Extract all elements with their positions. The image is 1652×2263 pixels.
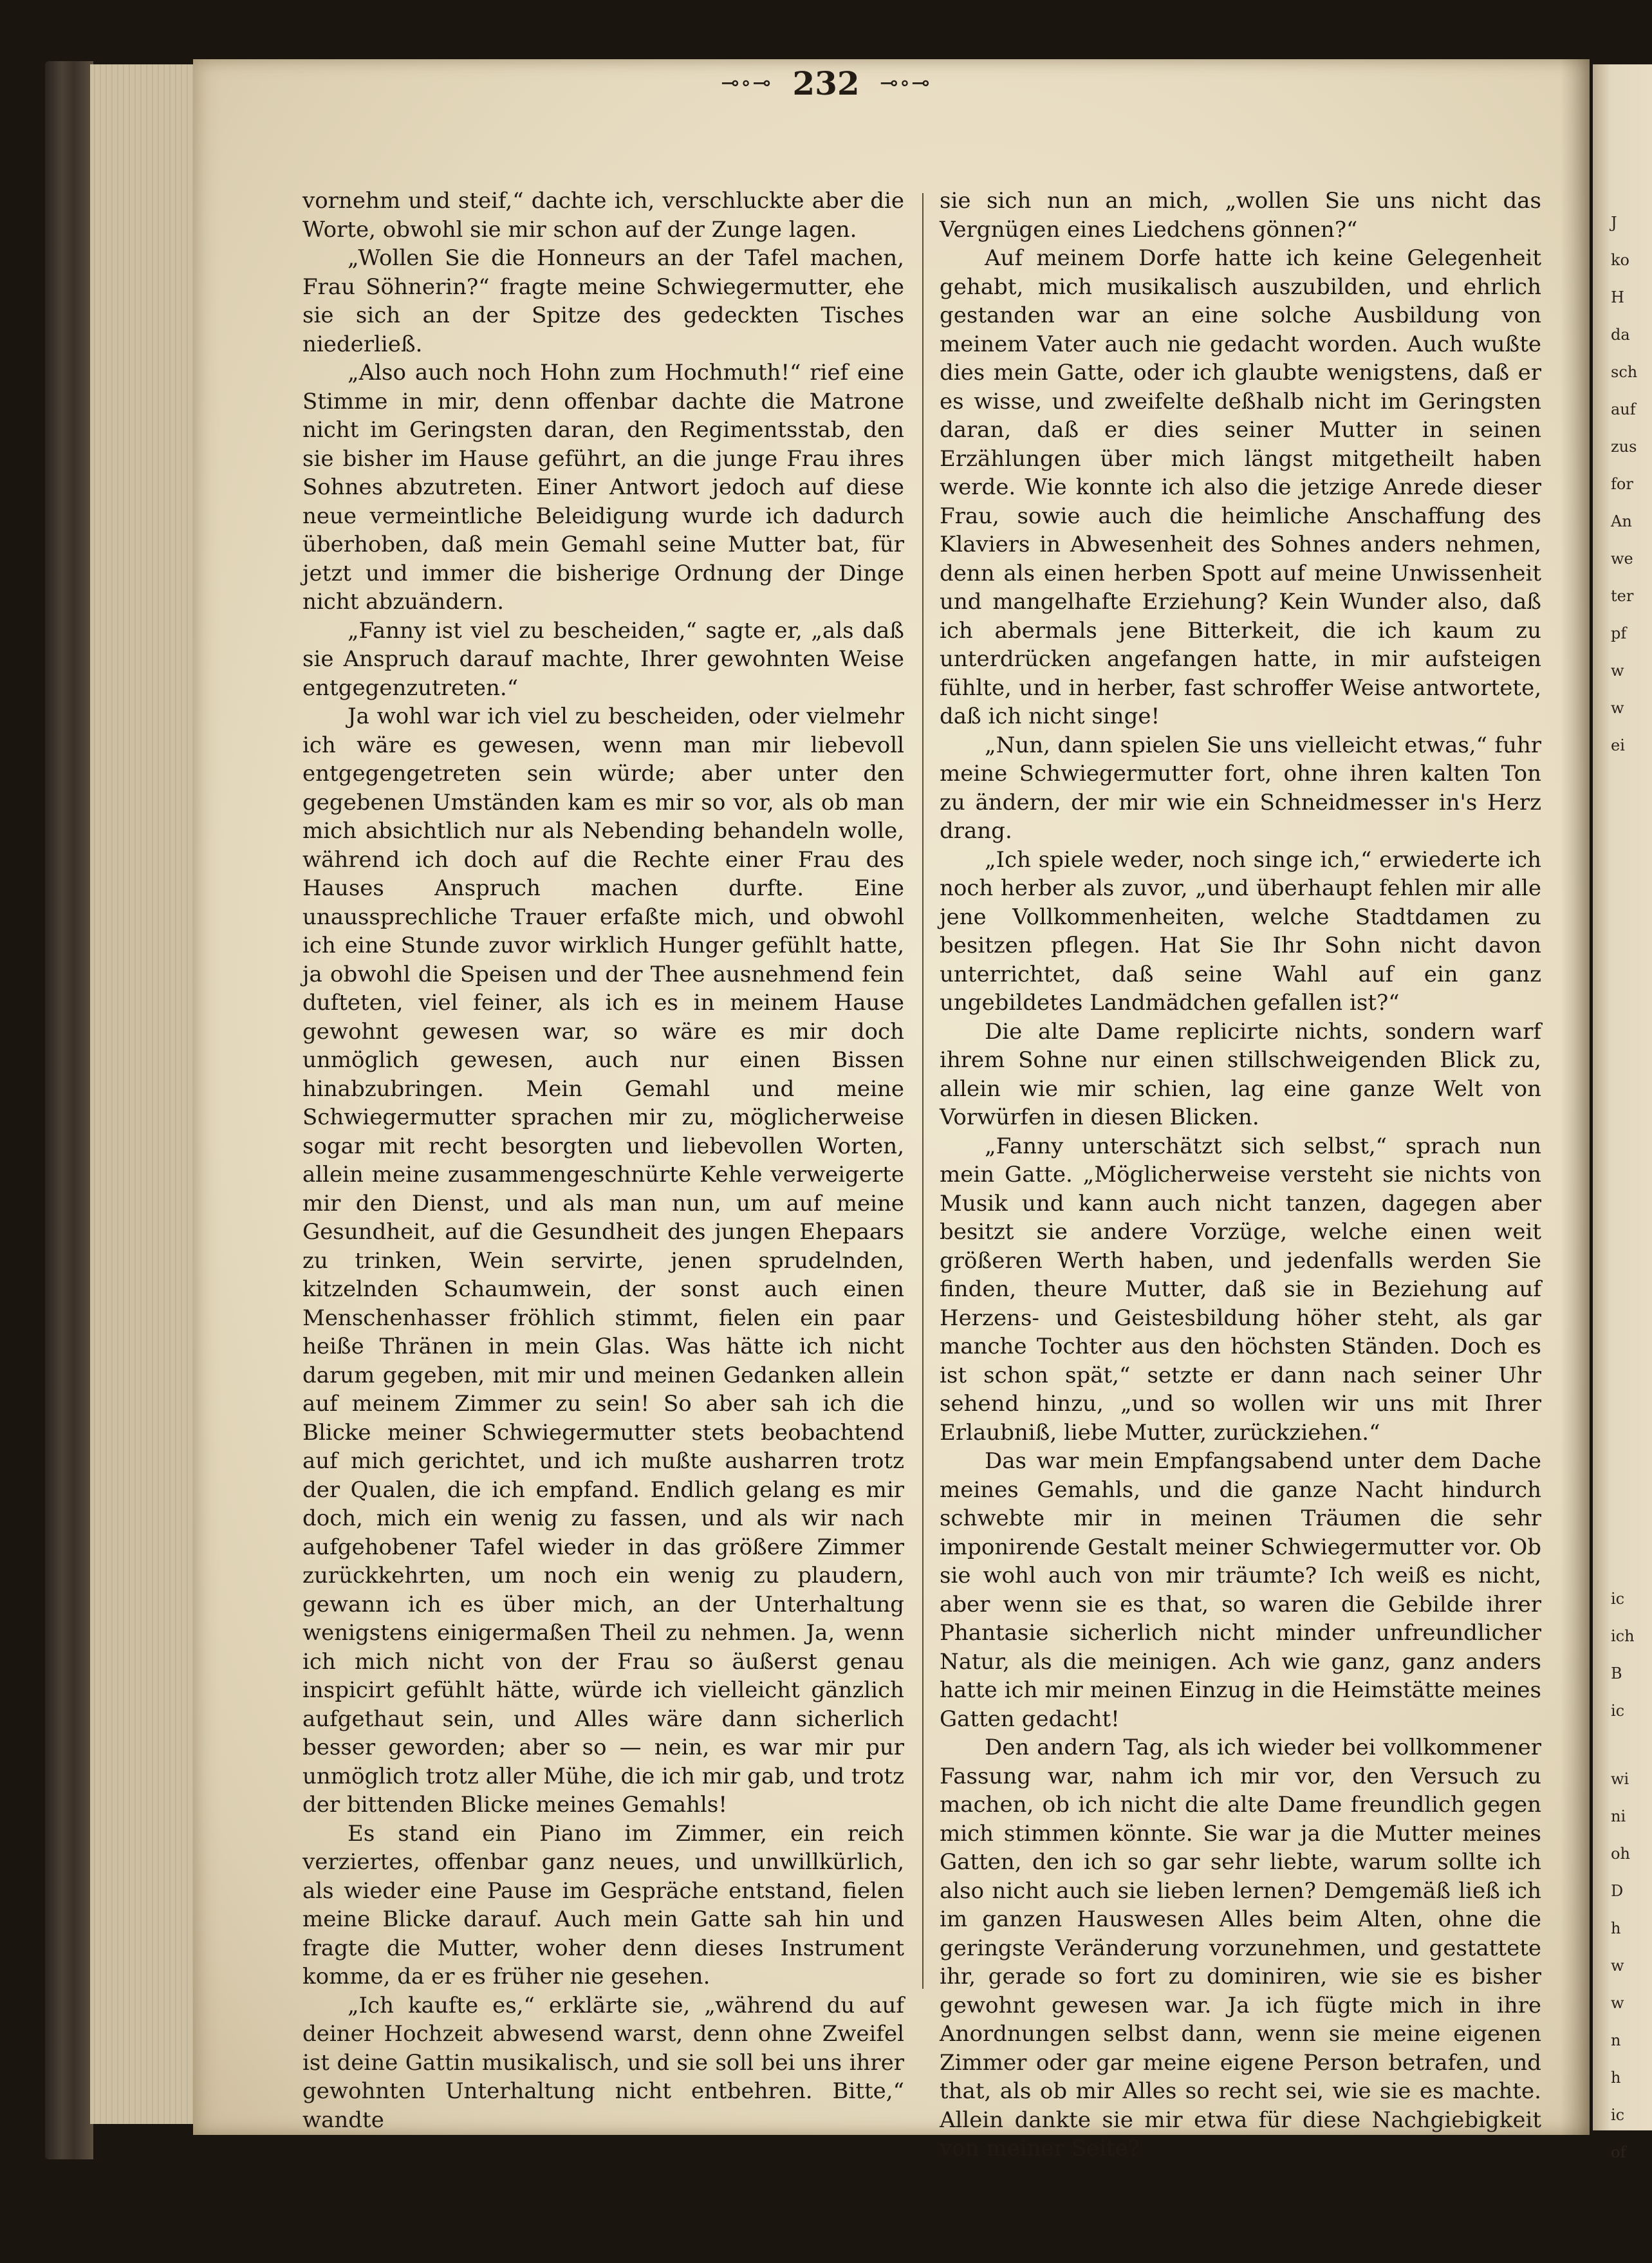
paragraph: Die alte Dame replicirte nichts, sondern warf ihrem Sohne nur einen stillschweigenden Blick zu, allein wie mir schien, lag eine ganze Welt von Vorwürfen in diesen Blicken. (940, 1018, 1541, 1130)
facing-page-fragment: h (1611, 1919, 1621, 1937)
facing-page-fragment: ic (1611, 2106, 1625, 2124)
book-binding (45, 61, 93, 2159)
column-divider (922, 193, 923, 1989)
facing-page-fragment: ei (1611, 736, 1625, 754)
facing-page-fragment: zus (1611, 438, 1637, 456)
left-text-column (302, 187, 904, 2134)
paragraph: „Fanny unterschätzt sich selbst,“ sprach nun mein Gatte. „Möglicherweise versteht sie nichts von Musik und kann auch nicht tanzen, dagegen aber besitzt sie andere Vorzüge, welche einen weit größeren Werth haben, und jedenfalls werden Sie finden, theure Mutter, daß sie in Beziehung auf Herzens- und Geistesbildung höher steht, als gar manche Tochter aus den höchsten Ständen. Doch es ist schon spät,“ setzte er dann nach seiner Uhr sehend hinzu, „und so wollen wir uns mit Ihrer Erlaubniß, liebe Mutter, zurückziehen.“ (940, 1133, 1541, 1446)
paragraph: vornehm und steif,“ dachte ich, verschluckte aber die Worte, obwohl sie mir schon auf der Zunge lagen. (302, 188, 904, 243)
paragraph: Das war mein Empfangsabend unter dem Dache meines Gemahls, und die ganze Nacht hindurch schwebte mir in meinen Träumen die sehr imponirende Gestalt meiner Schwiegermutter vor. Ob sie wohl auch von mir träumte? Ich weiß es nicht, aber wenn sie es that, so waren die Gebilde ihrer Phantasie sicherlich nicht minder unfreundlicher Natur, als die meinigen. Ach wie ganz, ganz anders hatte ich mir meinen Einzug in die Heimstätte meines Gatten gedacht! (940, 1448, 1541, 1732)
facing-page-fragment: An (1611, 512, 1632, 530)
facing-page-fragment: ic (1611, 1590, 1625, 1608)
facing-page-fragment: w (1611, 1957, 1624, 1975)
paragraph: Auf meinem Dorfe hatte ich keine Gelegenheit gehabt, mich musikalisch auszubilden, und ehrlich gestanden war an eine solche Ausbildung von meinem Vater auch nie gedacht worden. Auch wußte dies mein Gatte, oder ich glaubte wenigstens, daß er es wisse, und zweifelte deßhalb nicht im Geringsten daran, daß er dies seiner Mutter in seinen Erzählungen über mich längst mitgetheilt haben werde. Wie konnte ich also die jetzige Anrede dieser Frau, sowie auch die heimliche Anschaffung des Klaviers in Abwesenheit des Sohnes anders nehmen, denn als einen herben Spott auf meine Unwissenheit und mangelhafte Erziehung? Kein Wunder also, daß ich abermals jene Bitterkeit, die ich kaum zu unterdrücken angefangen hatte, in mir aufsteigen fühlte, und in herber, fast schroffer Weise antwortete, daß ich nicht singe! (940, 245, 1541, 729)
facing-page-edge (1593, 64, 1652, 2161)
paragraph: „Nun, dann spielen Sie uns vielleicht etwas,“ fuhr meine Schwiegermutter fort, ohne ihren kalten Ton zu ändern, der mir wie ein Schneidmesser in's Herz drang. (940, 732, 1541, 844)
paragraph: Ja wohl war ich viel zu bescheiden, oder vielmehr ich wäre es gewesen, wenn man mir liebevoll entgegengetreten sein würde; aber unter den gegebenen Umständen kam es mir so vor, als ob man mich absichtlich nur als Nebending behandeln wolle, während ich doch auf die Rechte einer Frau des Hauses Anspruch machen durfte. Eine unaussprechliche Trauer erfaßte mich, und obwohl ich eine Stunde zuvor wirklich Hunger gefühlt hatte, ja obwohl die Speisen und der Thee ausnehmend fein dufteten, viel feiner, als ich es in meinem Hause gewohnt gewesen war, so wäre es mir doch unmöglich gewesen, auch nur einen Bissen hinabzubringen. Mein Gemahl und meine Schwiegermutter sprachen mir zu, möglicherweise sogar mit recht besorgten und liebevollen Worten, allein meine zusammengeschnürte Kehle verweigerte mir den Dienst, und als man nun, um auf meine Gesundheit, auf die Gesundheit des jungen Ehepaars zu trinken, Wein servirte, jenen sprudelnden, kitzelnden Schaumwein, der sonst auch einen Menschenhasser fröhlich stimmt, fielen ein paar heiße Thränen in mein Glas. Was hätte ich nicht darum gegeben, mit mir und meinen Gedanken allein auf meinem Zimmer zu sein! So aber sah ich die Blicke meiner Schwiegermutter stets beobachtend auf mich gerichtet, und ich mußte ausharren trotz der Qualen, die ich empfand. Endlich gelang es mir doch, mich ein wenig zu fassen, und als wir nach aufgehobener Tafel wieder in das größere Zimmer zurückkehrten, um noch ein wenig zu plaudern, gewann ich es über mich, an der Unterhaltung wenigstens einigermaßen Theil zu nehmen. Ja, wenn ich mich nicht von der Frau so äußerst genau inspicirt gefühlt hätte, würde ich vielleicht gänzlich aufgethaut sein, und Alles wäre dann sicherlich besser geworden; aber so — nein, es war mir pur unmöglich trotz aller Mühe, die ich mir gab, und trotz der bittenden Blicke meines Gemahls! (302, 703, 904, 1818)
facing-page-fragment: auf (1611, 400, 1636, 418)
facing-page-fragment: H (1611, 288, 1624, 306)
facing-page-fragment: for (1611, 475, 1633, 493)
facing-page-fragment: B (1611, 1664, 1622, 1682)
paragraph: „Ich kaufte es,“ erklärte sie, „während du auf deiner Hochzeit abwesend warst, denn ohne Zweifel ist deine Gattin musikalisch, und sie soll bei uns ihrer gewohnten Unterhaltung nicht entbehren. Bitte,“ wandte (302, 1992, 904, 2133)
paragraph: Es stand ein Piano im Zimmer, ein reich verziertes, offenbar ganz neues, und unwillkürlich, als wieder eine Pause im Gespräche entstand, fielen meine Blicke darauf. Auch mein Gatte sah hin und fragte die Mutter, woher denn dieses Instrument komme, da er es früher nie gesehen. (302, 1820, 904, 1989)
header-ornament-right: ⊸∘⊸ (880, 70, 931, 96)
paragraph: „Fanny ist viel zu bescheiden,“ sagte er, „als daß sie Anspruch darauf machte, Ihrer gewohnten Weise entgegenzutreten.“ (302, 617, 904, 701)
paragraph: „Ich spiele weder, noch singe ich,“ erwiederte ich noch herber als zuvor, „und überhaupt fehlen mir alle jene Vollkommenheiten, welche Stadtdamen zu besitzen pflegen. Hat Sie Ihr Sohn nicht davon unterrichtet, daß seine Wahl auf ein ganz ungebildetes Landmädchen gefallen ist?“ (940, 846, 1541, 1016)
right-text-column (940, 187, 1541, 2163)
facing-page-fragment: da (1611, 326, 1630, 344)
facing-page-fragment: pf (1611, 624, 1627, 642)
facing-page-fragment: n (1611, 2031, 1621, 2049)
facing-page-fragment: w (1611, 699, 1624, 717)
facing-page-fragment: h (1611, 2069, 1621, 2087)
facing-page-fragment: ko (1611, 251, 1629, 269)
paragraph: „Wollen Sie die Honneurs an der Tafel machen, Frau Söhnerin?“ fragte meine Schwiegermutter, ehe sie sich an der Spitze des gedeckten Tisches niederließ. (302, 245, 904, 357)
paragraph: sie sich nun an mich, „wollen Sie uns nicht das Vergnügen eines Liedchens gönnen?“ (940, 188, 1541, 243)
facing-page-fragment: of (1611, 2143, 1626, 2161)
facing-page-fragment: ic (1611, 1702, 1625, 1720)
facing-page-fragment: we (1611, 550, 1633, 568)
header-ornament-left: ⊸∘⊸ (721, 70, 772, 96)
facing-page-fragment: ich (1611, 1627, 1635, 1645)
facing-page-fragment: oh (1611, 1845, 1630, 1863)
facing-page-fragment: wi (1611, 1770, 1629, 1788)
facing-page-fragment: w (1611, 662, 1624, 680)
facing-page-fragment: ter (1611, 587, 1634, 605)
paragraph: „Also auch noch Hohn zum Hochmuth!“ rief eine Stimme in mir, denn offenbar dachte die Matrone nicht im Geringsten daran, den Regimentsstab, den sie bisher im Hause geführt, an die junge Frau ihres Sohnes abzutreten. Einer Antwort jedoch auf diese neue vermeintliche Beleidigung wurde ich dadurch überhoben, daß mein Gemahl seine Mutter bat, für jetzt und immer die bisherige Ordnung der Dinge nicht abzuändern. (302, 360, 904, 615)
page-number: 232 (792, 64, 860, 102)
facing-page-fragment: w (1611, 1994, 1624, 2012)
facing-page-fragment: ni (1611, 1807, 1626, 1825)
facing-page-fragment: D (1611, 1882, 1624, 1900)
paragraph: Den andern Tag, als ich wieder bei vollkommener Fassung war, nahm ich mir vor, den Versuch zu machen, ob ich nicht die alte Dame freundlich gegen mich stimmen könnte. Sie war ja die Mutter meines Gatten, den ich so gar sehr liebte, warum sollte ich also nicht auch sie lieben lernen? Demgemäß ließ ich im ganzen Hauswesen Alles beim Alten, ohne die geringste Veränderung vorzunehmen, und gestattete ihr, gerade so fort zu dominiren, wie sie es bisher gewohnt gewesen war. Ja ich fügte mich in ihre Anordnungen selbst dann, wenn sie meine eigenen Zimmer oder gar meine eigene Person betrafen, und that, als ob mir Alles so recht sei, wie sie es machte. Allein dankte sie mir etwa für diese Nachgiebigkeit von meiner Seite? (940, 1735, 1541, 2161)
facing-page-fragment: J (1611, 214, 1617, 232)
page-gutter-shadow (1561, 59, 1590, 2135)
page-header (0, 61, 1652, 102)
facing-page-fragment: sch (1611, 363, 1638, 381)
